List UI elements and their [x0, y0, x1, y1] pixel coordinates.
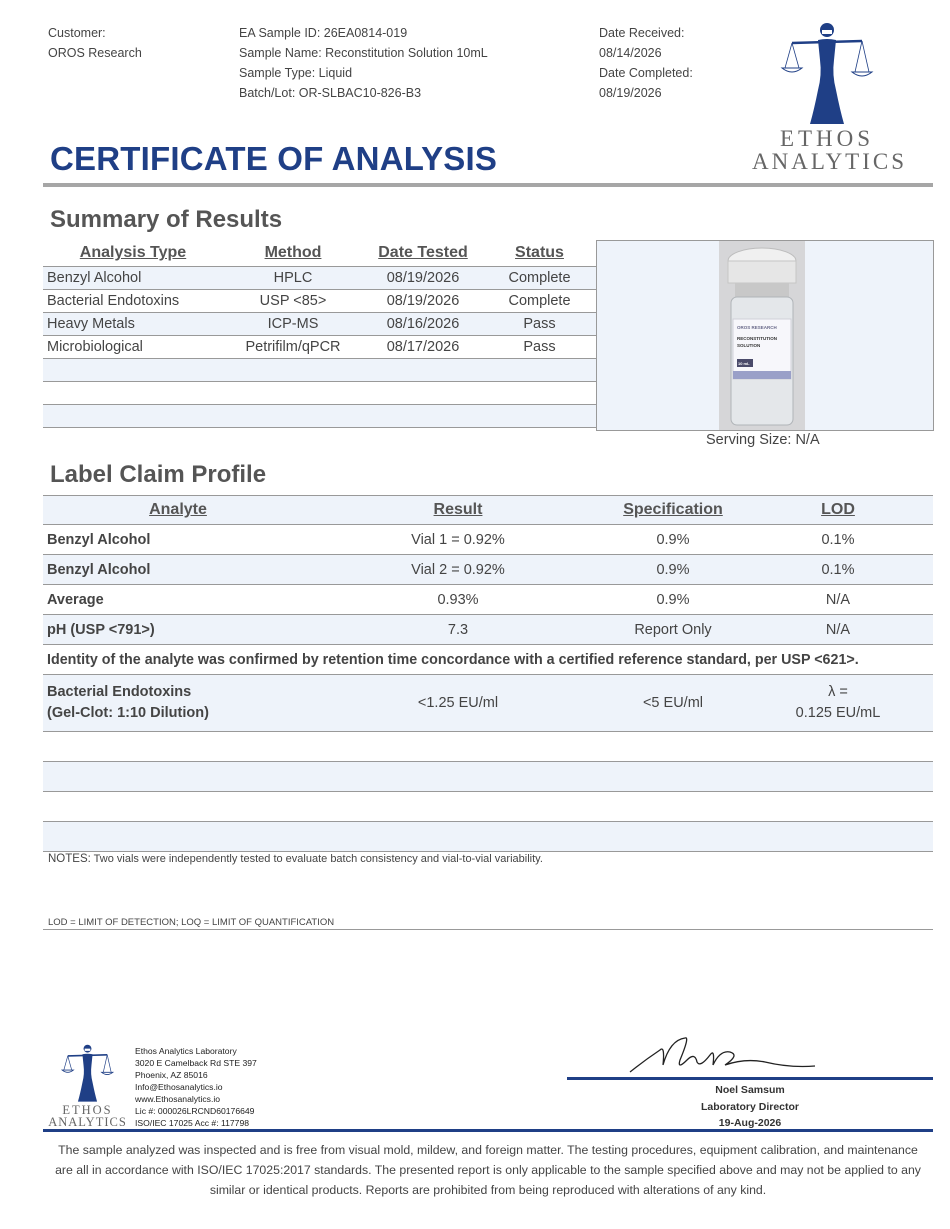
lab-website: www.Ethosanalytics.io [135, 1094, 221, 1104]
table-row [43, 525, 933, 555]
identity-note: Identity of the analyte was confirmed by retention time concordance with a certified reference standard, per USP <621>. [43, 645, 933, 675]
lod-legend: LOD = LIMIT OF DETECTION; LOQ = LIMIT OF QUANTIFICATION [48, 917, 335, 928]
col-status: Status [515, 244, 564, 261]
endotoxin-row [43, 675, 933, 732]
signature-line [567, 1077, 933, 1080]
lod: 0.1% [743, 525, 933, 555]
specification: Report Only [603, 615, 743, 645]
lab-address1: 3020 E Camelback Rd STE 397 [135, 1058, 257, 1068]
specification: 0.9% [603, 585, 743, 615]
footer-logo [45, 1043, 130, 1129]
vial-brand: OROS RESEARCH [737, 325, 777, 330]
empty-row [43, 405, 596, 428]
analysis-type: Microbiological [43, 336, 223, 359]
sample-name: Sample Name: Reconstitution Solution 10mL [239, 46, 488, 60]
signature [625, 1030, 825, 1080]
lab-iso: ISO/IEC 17025 Acc #: 117798 [135, 1118, 250, 1128]
table-row [43, 313, 596, 336]
customer-block [48, 23, 142, 63]
analysis-type: Bacterial Endotoxins [43, 290, 223, 313]
lod: N/A [743, 615, 933, 645]
lab-address2: Phoenix, AZ 85016 [135, 1070, 208, 1080]
vial-product-line1: RECONSTITUTION [737, 336, 777, 341]
date-received: 08/14/2026 [599, 46, 662, 60]
sample-type: Sample Type: Liquid [239, 66, 353, 80]
signatory [650, 1082, 850, 1132]
lod: 0.1% [743, 555, 933, 585]
lod: N/A [743, 585, 933, 615]
sample-photo [596, 240, 934, 431]
date-tested: 08/16/2026 [363, 313, 483, 336]
table-row [43, 615, 933, 645]
status: Complete [483, 290, 596, 313]
status: Pass [483, 336, 596, 359]
analyte: Average [43, 585, 313, 615]
label-claim-heading: Label Claim Profile [50, 461, 267, 488]
table-row [43, 555, 933, 585]
endotoxin-analyte-line2: (Gel-Clot: 1:10 Dilution) [47, 705, 209, 721]
specification: 0.9% [603, 525, 743, 555]
endotoxin-lod-line1: λ = [828, 684, 848, 700]
col-analyte: Analyte [43, 496, 313, 525]
empty-row [43, 359, 596, 382]
sample-block [239, 23, 488, 103]
table-row [43, 290, 596, 313]
title-divider [43, 183, 933, 187]
table-row [43, 585, 933, 615]
empty-rows [43, 761, 933, 852]
date-received-label: Date Received: [599, 26, 685, 40]
logo-text-analytics: ANALYTICS [752, 149, 908, 174]
signatory-name: Noel Samsum [715, 1084, 785, 1096]
col-result: Result [313, 496, 603, 525]
lady-justice-icon [752, 20, 902, 130]
analysis-type: Benzyl Alcohol [43, 267, 223, 290]
logo-text-ethos: ETHOS [779, 126, 875, 151]
sample-id: EA Sample ID: 26EA0814-019 [239, 26, 408, 40]
empty-row [43, 821, 933, 852]
table-row [43, 336, 596, 359]
date-tested: 08/19/2026 [363, 290, 483, 313]
vial-volume: 10 mL [738, 361, 750, 366]
result: Vial 1 = 0.92% [313, 525, 603, 555]
customer-value: OROS Research [48, 46, 142, 60]
status: Pass [483, 313, 596, 336]
label-claim-header-row [43, 496, 933, 525]
method: Petrifilm/qPCR [223, 336, 363, 359]
notes [48, 853, 543, 865]
endotoxin-analyte-line1: Bacterial Endotoxins [47, 684, 192, 700]
col-date-tested: Date Tested [378, 244, 468, 261]
method: ICP-MS [223, 313, 363, 336]
footer-divider [43, 1129, 933, 1132]
signatory-date: 19-Aug-2026 [718, 1117, 782, 1129]
endotoxin-lod [743, 675, 933, 732]
serving-size: Serving Size: N/A [706, 432, 820, 448]
summary-header-row [43, 240, 596, 267]
status: Complete [483, 267, 596, 290]
col-method: Method [264, 244, 322, 261]
col-lod: LOD [743, 496, 933, 525]
signatory-role: Laboratory Director [700, 1100, 800, 1113]
empty-row [43, 791, 933, 821]
endotoxin-result: <1.25 EU/ml [313, 675, 603, 732]
lab-name: Ethos Analytics Laboratory [135, 1046, 237, 1056]
endotoxin-specification: <5 EU/ml [603, 675, 743, 732]
notes-label: NOTES: [48, 853, 91, 865]
ethos-logo [752, 20, 908, 175]
empty-row [43, 761, 933, 791]
summary-heading: Summary of Results [50, 206, 283, 233]
method: USP <85> [223, 290, 363, 313]
col-analysis-type: Analysis Type [79, 244, 187, 261]
date-completed-label: Date Completed: [599, 66, 693, 80]
result: 0.93% [313, 585, 603, 615]
endotoxin-analyte [43, 675, 313, 732]
lab-info [135, 1045, 257, 1129]
date-tested: 08/17/2026 [363, 336, 483, 359]
customer-label: Customer: [48, 26, 106, 40]
result: Vial 2 = 0.92% [313, 555, 603, 585]
label-claim-table [43, 495, 933, 732]
lab-email: Info@Ethosanalytics.io [135, 1082, 223, 1092]
method: HPLC [223, 267, 363, 290]
result: 7.3 [313, 615, 603, 645]
footer-logo-ethos: ETHOS [62, 1103, 113, 1117]
dates-block [599, 23, 693, 103]
lady-justice-icon [45, 1043, 130, 1105]
endotoxin-lod-line2: 0.125 EU/mL [795, 705, 881, 721]
page-title: CERTIFICATE OF ANALYSIS [50, 140, 498, 177]
analyte: Benzyl Alcohol [43, 525, 313, 555]
lod-divider [43, 929, 933, 930]
photo-background [719, 241, 805, 430]
analysis-type: Heavy Metals [43, 313, 223, 336]
col-specification: Specification [603, 496, 743, 525]
lab-license: Lic #: 000026LRCND60176649 [135, 1106, 255, 1116]
identity-note-row [43, 645, 933, 675]
date-tested: 08/19/2026 [363, 267, 483, 290]
analyte: pH (USP <791>) [43, 615, 313, 645]
empty-row [43, 382, 596, 405]
footer-logo-analytics: ANALYTICS [48, 1115, 127, 1129]
specification: 0.9% [603, 555, 743, 585]
disclaimer: The sample analyzed was inspected and is free from visual mold, mildew, and foreign matter. The testing procedures, equipment calibration, and maintenance are all in accordance with ISO/IEC 17025:2017 standards. The presented report is only applicable to the sample specified above and may not be applied to any similar or identical products. Reports are prohibited from being reproduced with alterations of any kind. [55, 1143, 921, 1197]
analyte: Benzyl Alcohol [43, 555, 313, 585]
batch-lot: Batch/Lot: OR-SLBAC10-826-B3 [239, 86, 422, 100]
vial-product-line2: SOLUTION [737, 343, 761, 348]
date-completed: 08/19/2026 [599, 86, 662, 100]
table-row [43, 267, 596, 290]
summary-table [43, 240, 596, 428]
notes-text: Two vials were independently tested to evaluate batch consistency and vial-to-vial variability. [93, 853, 543, 865]
